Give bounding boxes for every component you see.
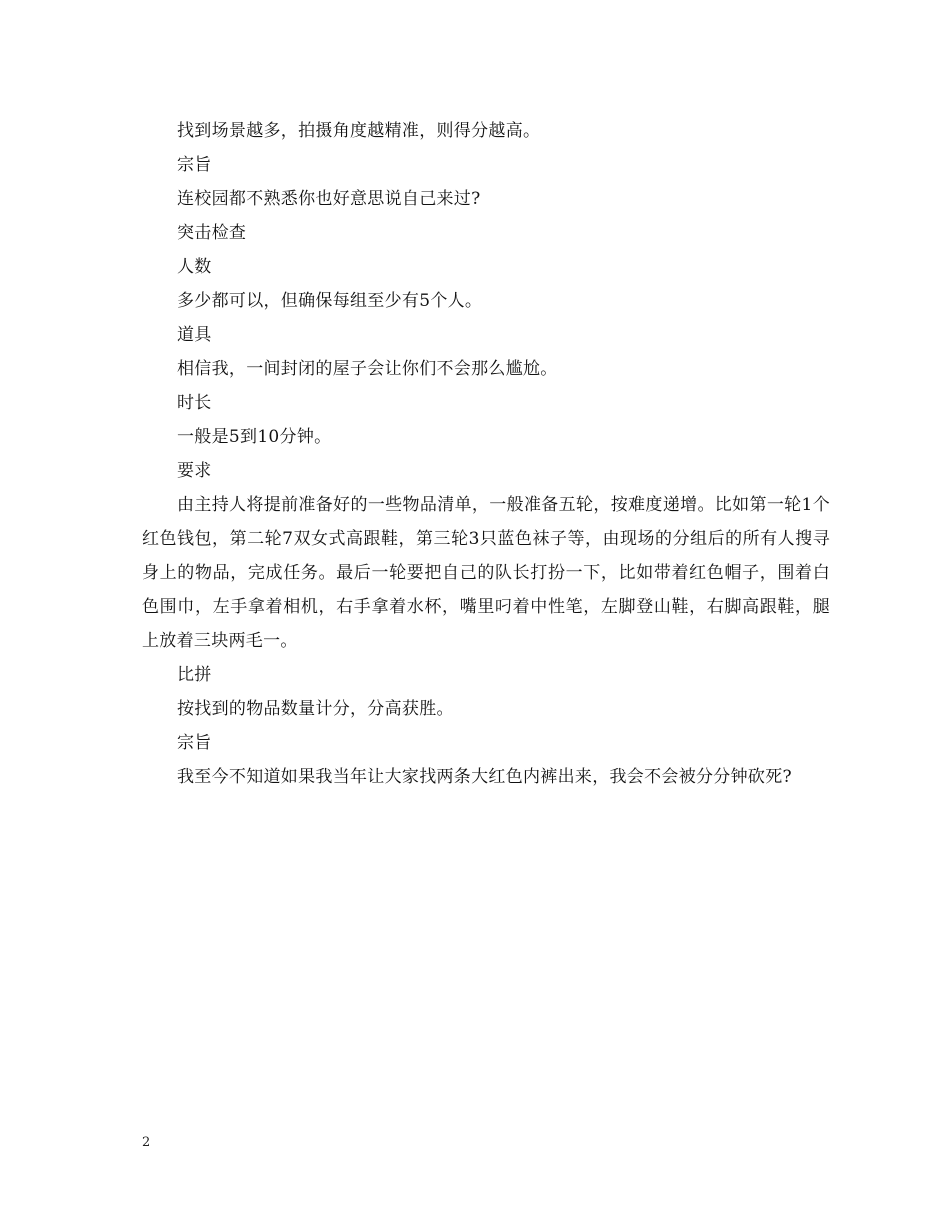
heading-headcount: 人数	[177, 257, 212, 277]
paragraph-scoring: 找到场景越多，拍摄角度越精准，则得分越高。	[177, 121, 541, 141]
paragraph-competition: 按找到的物品数量计分，分高获胜。	[177, 699, 454, 719]
heading-requirements: 要求	[177, 461, 212, 481]
document-body	[142, 114, 830, 794]
heading-surprise-check: 突击检查	[177, 223, 247, 243]
heading-purpose: 宗旨	[177, 155, 212, 175]
paragraph-purpose-2: 我至今不知道如果我当年让大家找两条大红色内裤出来，我会不会被分分钟砍死?	[177, 767, 792, 787]
page-number: 2	[142, 1135, 151, 1150]
paragraph-requirements: 由主持人将提前准备好的一些物品清单，一般准备五轮，按难度递增。比如第一轮1个红色钱包，第二轮7双女式高跟鞋，第三轮3只蓝色袜子等，由现场的分组后的所有人搜寻身上的物品，完成任务。最后一轮要把自己的队长打扮一下，比如带着红色帽子，围着白色围巾，左手拿着相机，右手拿着水杯，嘴里叼着中性笔，左脚登山鞋，右脚高跟鞋，腿上放着三块两毛一。	[142, 495, 830, 651]
heading-competition: 比拼	[177, 665, 212, 685]
heading-props: 道具	[177, 325, 212, 345]
paragraph-props: 相信我，一间封闭的屋子会让你们不会那么尴尬。	[177, 359, 558, 379]
paragraph-headcount: 多少都可以，但确保每组至少有5个人。	[177, 291, 483, 311]
paragraph-duration: 一般是5到10分钟。	[177, 427, 332, 447]
paragraph-purpose: 连校园都不熟悉你也好意思说自己来过?	[177, 189, 481, 209]
heading-duration: 时长	[177, 393, 212, 413]
heading-purpose-2: 宗旨	[177, 733, 212, 753]
